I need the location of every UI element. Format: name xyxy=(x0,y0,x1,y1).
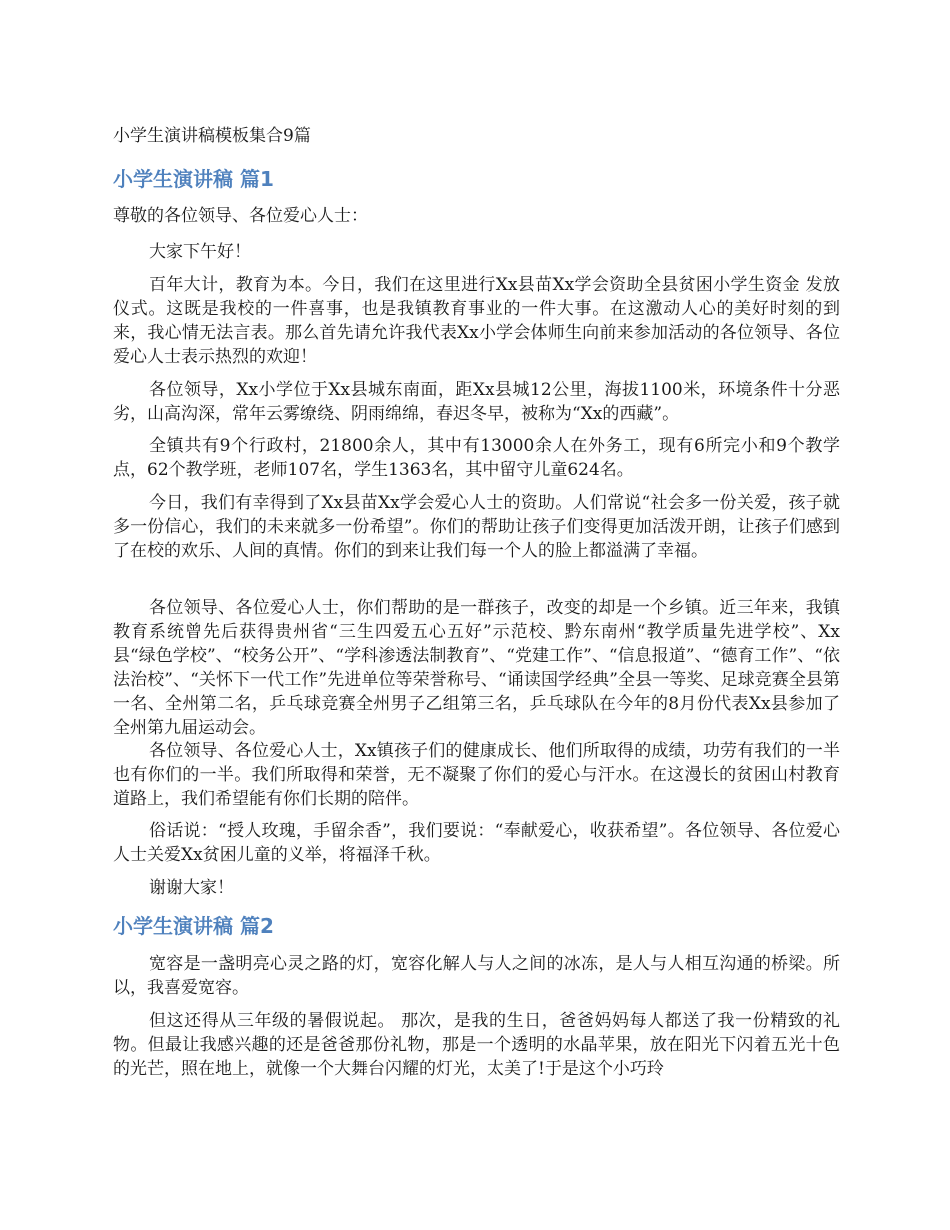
paragraph-gratitude: 今日，我们有幸得到了Xx县苗Xx学会爱心人士的资助。人们常说“社会多一份关爱，孩子就多一份信心，我们的未来就多一份希望”。你们的帮助让孩子们变得更加活泼开朗，让孩子们感到了在校的欢乐、人间的真情。你们的到来让我们每一个人的脸上都溢满了幸福。 xyxy=(113,493,840,561)
paragraph-intro: 百年大计，教育为本。今日，我们在这里进行Xx县苗Xx学会资助全县贫困小学生资金 发放仪式。这既是我校的一件喜事，也是我镇教育事业的一件大事。在这激动人心的美好时刻的到来，我心情无法言表。那么首先请允许我代表Xx小学会体师生向前来参加活动的各位领导、各位爱心人士表示热烈的欢迎！ xyxy=(113,275,840,367)
section-heading-1: 小学生演讲稿 篇1 xyxy=(113,167,274,191)
paragraph-thanks: 谢谢大家！ xyxy=(149,878,234,898)
paragraph-achievements: 各位领导、各位爱心人士，你们帮助的是一群孩子，改变的却是一个乡镇。近三年来，我镇教育系统曾先后获得贵州省“三生四爱五心五好”示范校、黔东南州“教学质量先进学校”、Xx县“绿色学校”、“校务公开”、“学科渗透法制教育”、“党建工作”、“信息报道”、“德育工作”、“依法治校”、“关怀下一代工作”先进单位等荣誉称号、“诵读国学经典”全县一等奖、足球竞赛全县第一名、全州第二名，乒乓球竞赛全州男子乙组第三名，乒乓球队在今年的8月份代表Xx县参加了全州第九届运动会。 xyxy=(113,598,840,738)
paragraph-tolerance: 宽容是一盏明亮心灵之路的灯，宽容化解人与人之间的冰冻，是人与人相互沟通的桥梁。所以，我喜爱宽容。 xyxy=(113,954,840,998)
section-heading-2: 小学生演讲稿 篇2 xyxy=(113,914,274,938)
paragraph-greeting: 大家下午好！ xyxy=(149,242,251,262)
paragraph-town-stats: 全镇共有9个行政村，21800余人，其中有13000余人在外务工，现有6所完小和9个教学点，62个教学班，老师107名，学生1363名，其中留守儿童624名。 xyxy=(113,436,840,480)
salutation: 尊敬的各位领导、各位爱心人士： xyxy=(113,206,368,226)
document-title: 小学生演讲稿模板集合9篇 xyxy=(113,126,311,146)
paragraph-school-location: 各位领导，Xx小学位于Xx县城东南面，距Xx县城12公里，海拔1100米，环境条件十分恶劣，山高沟深，常年云雾缭绕、阴雨绵绵，春迟冬早，被称为“Xx的西藏”。 xyxy=(113,380,840,424)
paragraph-birthday-story: 但这还得从三年级的暑假说起。 那次，是我的生日，爸爸妈妈每人都送了我一份精致的礼物。但最让我感兴趣的还是爸爸那份礼物，那是一个透明的水晶苹果，放在阳光下闪着五光十色的光芒，照在地上，就像一个大舞台闪耀的灯光，太美了!于是这个小巧玲 xyxy=(113,1011,840,1079)
paragraph-partnership: 各位领导、各位爱心人士，Xx镇孩子们的健康成长、他们所取得的成绩，功劳有我们的一半也有你们的一半。我们所取得和荣誉，无不凝聚了你们的爱心与汗水。在这漫长的贫困山村教育道路上，我们希望能有你们长期的陪伴。 xyxy=(113,741,840,809)
paragraph-proverb: 俗话说：“授人玫瑰，手留余香”，我们要说：“奉献爱心，收获希望”。各位领导、各位爱心人士关爱Xx贫困儿童的义举，将福泽千秋。 xyxy=(113,821,840,865)
